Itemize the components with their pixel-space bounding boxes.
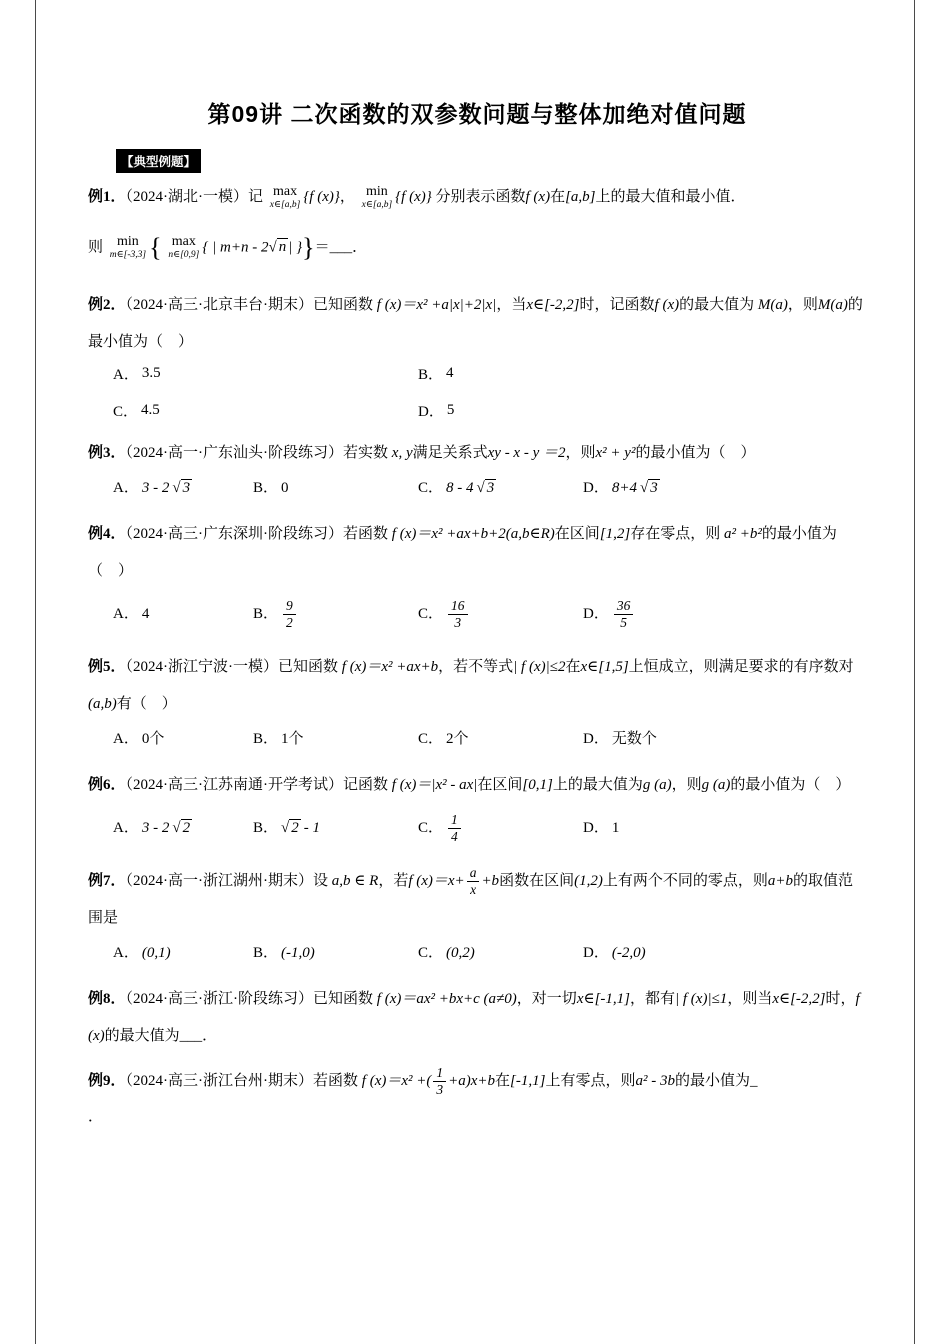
text-segment: ，都有 — [630, 991, 676, 1008]
math-expression: x∈[-2,2] — [526, 297, 580, 314]
text-segment: 的取值范围是 — [88, 873, 853, 926]
math-expression: x² + y² — [595, 444, 636, 461]
text-segment: 若实数 — [343, 444, 389, 461]
text-segment: 在 — [565, 659, 581, 676]
problem-2 — [88, 287, 866, 421]
option-letter: A． — [113, 479, 139, 496]
text-segment: 的最小值为（ ） — [635, 444, 756, 461]
text-segment: 在区间 — [554, 526, 600, 543]
option-letter: D． — [583, 820, 609, 837]
text-segment: ，则当 — [727, 991, 773, 1008]
option-b — [418, 363, 866, 384]
text-segment: ，对一切 — [516, 991, 577, 1008]
text-segment: 上有零点，则 — [545, 1072, 636, 1089]
problem-7 — [88, 863, 866, 967]
radical-sign: √ — [172, 820, 181, 837]
radicand: 3 — [486, 479, 495, 496]
text-segment: ，若 — [378, 873, 409, 890]
math-expression: (a,b) — [88, 695, 117, 712]
option-d — [583, 814, 619, 843]
limit-operator-min — [362, 185, 393, 211]
math-expression: (1,2) — [574, 873, 603, 890]
option-letter: B． — [253, 730, 279, 747]
fraction-numerator: 9 — [283, 598, 296, 615]
problem-label: 例1． — [88, 189, 126, 205]
option-letter: A． — [113, 944, 139, 961]
option-a — [113, 814, 253, 843]
math-expression: [-1,1] — [510, 1072, 546, 1089]
text-segment: 时，记函数 — [579, 297, 655, 314]
limit-operator-max — [270, 185, 301, 211]
problem-label: 例4． — [88, 526, 126, 543]
problem-source: （2024·高一·广东汕头·阶段练习） — [125, 444, 344, 461]
text-segment: 若函数 — [313, 1072, 359, 1089]
text-segment: 存在零点，则 — [630, 526, 721, 543]
option-value: 2个 — [446, 730, 469, 747]
fraction-denominator: 4 — [451, 829, 458, 844]
math-expression: f (x)＝ax² +bx+c (a≠0) — [376, 991, 517, 1008]
problem-source: （2024·高一·浙江湖州·期末） — [125, 873, 314, 890]
text-segment: ， — [339, 189, 355, 205]
option-value: 无数个 — [611, 730, 657, 747]
option-value: (0,2) — [446, 944, 475, 961]
option-letter: C． — [418, 820, 444, 837]
math-expression: f (x)＝x² +ax+b — [341, 659, 439, 676]
math-expression: x∈[-2,2] — [772, 991, 826, 1008]
option-value: (-1,0) — [281, 944, 315, 961]
math-expression: +a)x+b — [448, 1072, 496, 1089]
option-letter: D． — [583, 730, 609, 747]
option-b — [253, 474, 418, 503]
text-segment: 的最小值为（ ） — [88, 526, 837, 579]
text-segment: 满足关系式 — [412, 444, 488, 461]
options-row — [88, 474, 866, 503]
fraction-numerator: 1 — [448, 812, 461, 829]
text-segment: 则 — [88, 239, 104, 256]
math-expression: | } — [288, 239, 303, 256]
text-segment: 的最小值为（ ） — [88, 297, 863, 351]
math-expression: a² - 3b — [635, 1072, 675, 1089]
option-value: (0,1) — [141, 944, 171, 961]
problem-9 — [88, 1063, 866, 1137]
radical-sign: √ — [281, 820, 290, 837]
operator-condition: x∈[a,b] — [269, 199, 301, 210]
problem-label: 例8． — [88, 991, 126, 1008]
math-expression: f (x)＝x² +ax+b+2(a,b∈R) — [391, 526, 555, 543]
fraction-denominator: 5 — [620, 614, 627, 630]
math-expression: a+b — [767, 873, 793, 890]
problem-source: （2024·高三·广东深圳·阶段练习） — [125, 526, 344, 543]
math-expression: f (x)＝x² +( — [361, 1072, 432, 1089]
radical-sign: √ — [268, 239, 277, 256]
option-value: 1个 — [281, 730, 304, 747]
option-b — [253, 939, 418, 968]
option-letter: B． — [253, 820, 279, 837]
operator-condition: x∈[a,b] — [361, 199, 393, 210]
problem-source: （2024·浙江宁波·一模） — [125, 659, 279, 676]
sqrt-expression — [172, 814, 192, 843]
option-d — [583, 598, 635, 631]
math-expression: | f (x)|≤2 — [513, 659, 566, 676]
text-segment: 上有两个不同的零点，则 — [602, 873, 768, 890]
math-expression: a² +b² — [724, 526, 762, 543]
option-letter: B． — [253, 944, 279, 961]
page-title: 第09讲 二次函数的双参数问题与整体加绝对值问题 — [207, 101, 747, 127]
page-border-right — [914, 0, 915, 1344]
text-segment: ，则 — [787, 297, 818, 314]
text-segment: 已知函数 — [313, 991, 374, 1008]
options-row — [88, 812, 866, 845]
text-segment: 在 — [550, 189, 566, 205]
radical-sign: √ — [172, 479, 181, 496]
option-c — [418, 939, 583, 968]
math-expression: x∈[-1,1] — [576, 991, 630, 1008]
text-segment: 上的最大值和最小值． — [595, 189, 746, 205]
problem-source: （2024·高三·浙江·阶段练习） — [125, 991, 314, 1008]
fraction — [448, 598, 468, 631]
math-expression: [0,1] — [522, 777, 553, 794]
operator-condition: n∈[0,9] — [168, 249, 200, 260]
option-value: 4 — [446, 364, 454, 381]
problem-1 — [88, 179, 866, 279]
option-a — [113, 474, 253, 503]
problem-3 — [88, 435, 866, 502]
math-expression: [1,2] — [599, 526, 631, 543]
math-expression: g (a) — [701, 777, 731, 794]
sqrt-expression — [640, 474, 660, 503]
math-expression: f (x)＝x+ — [408, 873, 465, 890]
fraction — [433, 1065, 446, 1098]
document-content — [88, 0, 866, 1144]
operator: min — [117, 233, 139, 249]
operator: max — [272, 183, 298, 199]
sqrt-expression — [281, 814, 301, 843]
option-c — [418, 725, 583, 754]
option-letter: D． — [418, 403, 444, 420]
fraction-numerator: 1 — [433, 1065, 446, 1082]
math-expression: | f (x)|≤1 — [675, 991, 728, 1008]
problem-6 — [88, 767, 866, 845]
option-letter: C． — [418, 730, 444, 747]
options-row — [88, 725, 866, 754]
option-a — [113, 600, 253, 629]
text-segment: 已知函数 — [313, 297, 374, 314]
radical-sign: √ — [639, 479, 649, 496]
math-expression: x, y — [391, 444, 413, 461]
brace-close: } — [302, 232, 315, 262]
text-segment: 已知函数 — [278, 659, 339, 676]
option-letter: A． — [113, 606, 139, 623]
math-expression: xy - x - y ＝2 — [487, 444, 566, 461]
option-value: 8 - 4 — [446, 479, 474, 496]
sqrt-expression — [268, 238, 288, 255]
fraction-numerator: 16 — [448, 598, 468, 615]
problem-label: 例9． — [88, 1072, 126, 1089]
problem-label: 例6． — [88, 777, 126, 794]
radical-sign: √ — [476, 479, 485, 496]
text-segment: 函数在区间 — [499, 873, 575, 890]
text-segment: 时， — [825, 991, 856, 1008]
problem-source: （2024·高三·北京丰台·期末） — [125, 297, 314, 314]
option-value: 3.5 — [141, 364, 161, 381]
math-expression: +b — [481, 873, 500, 890]
operator: max — [171, 233, 196, 249]
text-segment: 记 — [248, 189, 264, 205]
option-d — [583, 474, 660, 503]
operator-condition: m∈[-3,3] — [109, 249, 147, 260]
option-d — [583, 725, 657, 754]
option-a — [113, 725, 253, 754]
option-value: 3 - 2 — [141, 479, 170, 496]
math-expression: M(a) — [817, 297, 848, 314]
option-a — [113, 939, 253, 968]
problem-source: （2024·湖北·一模） — [125, 189, 249, 205]
option-letter: D． — [583, 606, 609, 623]
option-c — [418, 812, 583, 845]
option-d — [583, 939, 646, 968]
math-expression: M(a) — [757, 297, 788, 314]
answer-blank: ＝___． — [314, 239, 368, 256]
fraction-denominator: 2 — [286, 614, 293, 630]
math-expression: f (x)＝|x² - ax| — [391, 777, 478, 794]
problem-5 — [88, 649, 866, 753]
text-segment: ，若不等式 — [438, 659, 514, 676]
sqrt-expression — [172, 474, 192, 503]
text-segment: 若函数 — [343, 526, 389, 543]
option-letter: C． — [113, 403, 139, 420]
limit-operator-max — [168, 235, 199, 261]
problem-label: 例7． — [88, 873, 126, 890]
text-segment: 上的最大值为 — [552, 777, 643, 794]
radicand: 2 — [182, 820, 191, 837]
math-expression: {f (x)} — [303, 189, 340, 205]
math-expression: x∈[1,5] — [580, 659, 629, 676]
fraction-numerator: 36 — [614, 598, 634, 615]
option-letter: A． — [113, 730, 139, 747]
option-letter: B． — [253, 606, 279, 623]
option-letter: C． — [418, 479, 444, 496]
problem-8 — [88, 981, 866, 1055]
text-segment: 在 — [495, 1072, 511, 1089]
option-d — [418, 400, 866, 421]
text-segment: ，当 — [496, 297, 527, 314]
option-c — [418, 474, 583, 503]
option-letter: D． — [583, 944, 609, 961]
problem-label: 例3． — [88, 444, 126, 461]
math-expression: f (x) — [525, 189, 551, 205]
radicand: 2 — [291, 820, 299, 837]
option-letter: C． — [418, 606, 444, 623]
fraction-numerator: a — [467, 865, 480, 882]
section-badge: 【典型例题】 — [116, 149, 201, 173]
problem-label: 例5． — [88, 659, 126, 676]
text-segment: 在区间 — [477, 777, 523, 794]
option-value: 0个 — [141, 730, 165, 747]
math-expression: [a,b] — [565, 189, 596, 205]
problem-4 — [88, 516, 866, 631]
option-c — [418, 598, 583, 631]
problem-source: （2024·高三·浙江台州·期末） — [125, 1072, 314, 1089]
radicand: 3 — [182, 479, 191, 496]
math-expression: g (a) — [642, 777, 672, 794]
option-letter: C． — [418, 944, 444, 961]
option-letter: A． — [113, 366, 139, 383]
text-segment: ，则 — [671, 777, 702, 794]
fraction — [467, 865, 480, 898]
fraction — [448, 812, 461, 845]
option-b — [253, 725, 418, 754]
math-expression: { | m+n - 2 — [202, 239, 269, 256]
text-segment: ． — [88, 1109, 104, 1126]
option-value: 3 - 2 — [141, 820, 170, 837]
radicand: n — [278, 239, 287, 256]
option-letter: A． — [113, 820, 139, 837]
problem-label: 例2． — [88, 297, 126, 314]
fraction — [614, 598, 634, 631]
answer-blank: 的最小值为_ — [674, 1072, 758, 1089]
text-segment: 设 — [313, 873, 329, 890]
math-expression: f (x)＝x² +a|x|+2|x| — [376, 297, 497, 314]
math-expression: {f (x)} — [395, 189, 432, 205]
operator: min — [366, 183, 388, 199]
option-c — [113, 400, 418, 421]
option-b — [253, 814, 418, 843]
option-a — [113, 363, 418, 384]
fraction-denominator: 3 — [436, 1081, 444, 1097]
text-segment: 有（ ） — [116, 695, 177, 712]
option-value: (-2,0) — [611, 944, 646, 961]
options-row — [88, 939, 866, 968]
problem-source: （2024·高三·江苏南通·开学考试） — [125, 777, 344, 794]
math-expression: f (x) — [654, 297, 680, 314]
text-segment: 分别表示函数 — [435, 189, 526, 205]
option-value: 8+4 — [611, 479, 637, 496]
option-value: 4 — [141, 606, 150, 623]
text-segment: ，则 — [565, 444, 596, 461]
text-segment: 上恒成立，则满足要求的有序数对 — [628, 659, 854, 676]
answer-blank: 的最大值为___． — [104, 1027, 218, 1044]
option-value: 5 — [446, 401, 455, 418]
option-value: - 1 — [303, 820, 320, 837]
options-row — [88, 598, 866, 631]
fraction-denominator: 3 — [454, 614, 462, 630]
fraction-denominator: x — [470, 882, 477, 898]
fraction — [283, 598, 296, 631]
text-segment: 的最大值为 — [679, 297, 755, 314]
limit-operator-min — [110, 235, 146, 261]
radicand: 3 — [650, 479, 658, 496]
option-value: 0 — [281, 479, 289, 496]
option-letter: B． — [418, 366, 444, 383]
option-b — [253, 598, 418, 631]
option-value: 1 — [611, 820, 620, 837]
options-grid — [88, 363, 866, 421]
option-letter: D． — [583, 479, 609, 496]
text-segment: 记函数 — [343, 777, 389, 794]
text-segment: 的最小值为（ ） — [730, 777, 851, 794]
math-expression: f (x) — [88, 991, 860, 1044]
option-letter: B． — [253, 479, 279, 496]
option-value: 4.5 — [141, 401, 160, 418]
math-expression: a,b ∈ R — [331, 873, 379, 890]
sqrt-expression — [477, 474, 497, 503]
page-border-left — [35, 0, 36, 1344]
brace-open: { — [149, 232, 162, 262]
